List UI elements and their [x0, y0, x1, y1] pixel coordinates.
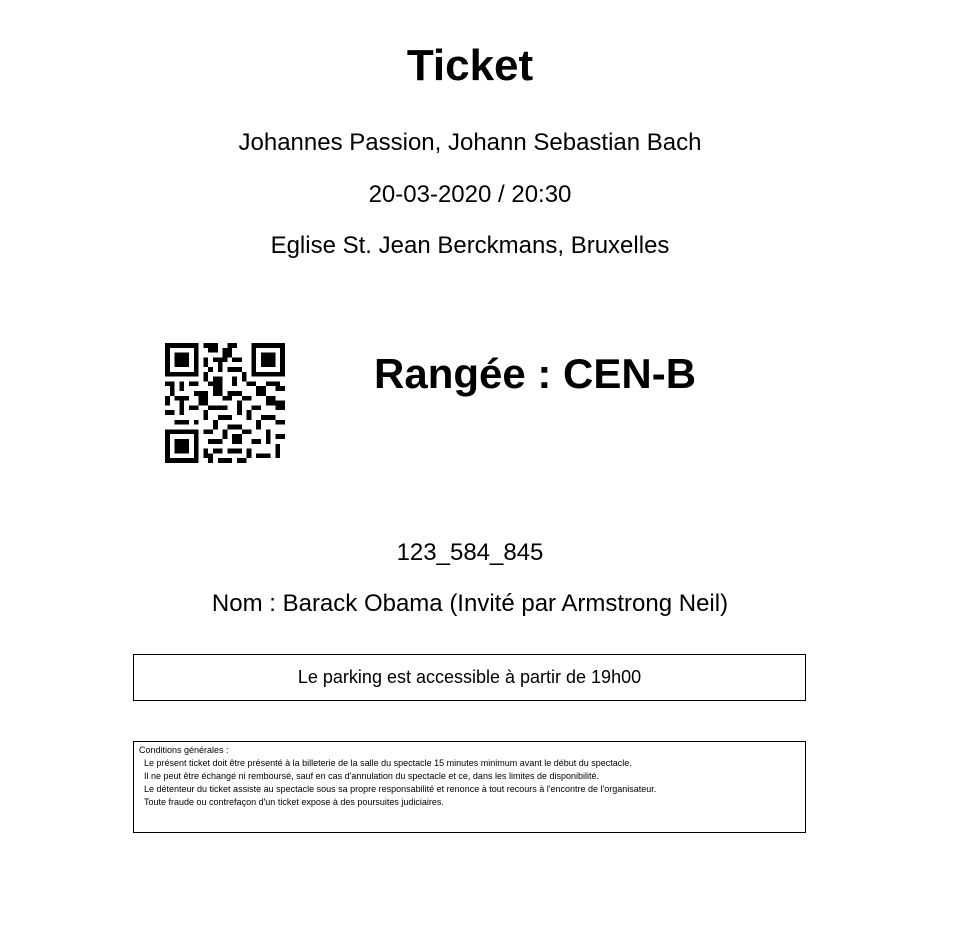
event-datetime: 20-03-2020 / 20:30 [368, 181, 572, 208]
condition-line: Il ne peut être échangé ni remboursé, sauf en cas d'annulation du spectacle et ce, dans les limites de disponibilité. [144, 771, 599, 781]
parking-notice [133, 654, 806, 701]
qr-code-icon [164, 343, 286, 463]
event-venue: Eglise St. Jean Berckmans, Bruxelles [270, 232, 670, 259]
conditions-heading: Conditions générales : [139, 745, 229, 755]
condition-line: Toute fraude ou contrefaçon d'un ticket expose à des poursuites judiciaires. [144, 797, 444, 807]
condition-line: Le présent ticket doit être présenté à la billeterie de la salle du spectacle 15 minutes minimum avant le début du spectacle. [144, 758, 632, 768]
seat-row-label: Rangée : CEN-B [374, 350, 697, 397]
parking-notice-text: Le parking est accessible à partir de 19h00 [297, 667, 642, 687]
condition-line: Le détenteur du ticket assiste au spectacle sous sa propre responsabilité et renonce à tout recours à l'encontre de l'organisateur. [144, 784, 657, 794]
ticket-number: 123_584_845 [396, 539, 544, 566]
terms-and-conditions [133, 741, 806, 833]
event-name: Johannes Passion, Johann Sebastian Bach [238, 129, 702, 156]
ticket-holder: Nom : Barack Obama (Invité par Armstrong Neil) [211, 590, 729, 617]
ticket-title: Ticket [406, 41, 534, 90]
